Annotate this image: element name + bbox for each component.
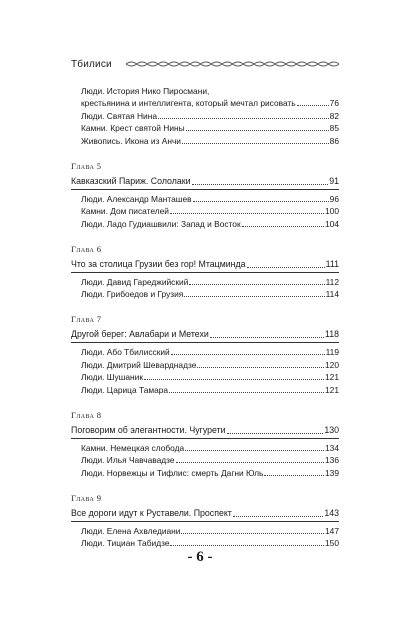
chapter-title-entry[interactable] xyxy=(71,507,339,520)
dot-leader xyxy=(169,392,324,393)
chapter-page: 91 xyxy=(329,175,339,186)
dot-leader xyxy=(264,475,324,476)
dot-leader xyxy=(192,184,329,185)
toc-entry[interactable] xyxy=(71,467,339,479)
toc-entry-title: Люди. Дмитрий Шеварднадзе xyxy=(81,359,197,370)
toc-entry-page: 114 xyxy=(325,289,339,299)
toc-entry-title: Камни. Немецкая слобода xyxy=(81,442,185,453)
divider xyxy=(71,189,339,190)
divider xyxy=(71,342,339,343)
divider xyxy=(71,272,339,273)
toc-entry[interactable] xyxy=(71,537,339,549)
toc-entry-page: 120 xyxy=(325,359,339,370)
dot-leader xyxy=(184,296,324,297)
page-number: - 6 - xyxy=(187,549,213,565)
chapter-title-entry[interactable] xyxy=(71,258,339,271)
toc-entry-title: Люди. Або Тбилисский xyxy=(81,347,170,357)
dot-leader xyxy=(182,143,329,144)
toc-entry[interactable] xyxy=(71,371,339,383)
chapter-title: Что за столица Грузии без гор! Мтацминда xyxy=(71,258,246,269)
toc-entry-page: 82 xyxy=(329,110,339,121)
running-header xyxy=(71,56,339,72)
toc-entry-title: Люди. Шушаник xyxy=(81,372,144,382)
toc-entry-page: 121 xyxy=(325,384,339,395)
toc-entry-title: Люди. Святая Нина xyxy=(81,110,158,121)
toc-entry-page: 121 xyxy=(325,372,339,382)
toc-entry-page: 86 xyxy=(329,135,339,146)
chapter-page: 111 xyxy=(325,258,339,269)
dot-leader xyxy=(210,337,324,338)
toc-entry-title-line2: крестьянина и интеллигента, который мечтал рисовать xyxy=(81,97,296,108)
divider xyxy=(71,521,339,522)
toc-entry[interactable] xyxy=(71,276,339,288)
toc-entry-title: Люди. Норвежцы и Тифлис: смерть Дагни Юль xyxy=(81,467,264,478)
chapter-page: 118 xyxy=(324,329,339,339)
braid-ornament-icon xyxy=(126,60,339,68)
chapter-title-entry[interactable] xyxy=(71,424,339,437)
toc-entry-title: Люди. Илья Чавчавадзе xyxy=(81,455,175,465)
chapter-label: Глава 5 xyxy=(71,160,102,171)
toc-entry-page: 96 xyxy=(329,193,339,204)
dot-leader xyxy=(189,284,324,285)
toc-entry[interactable] xyxy=(71,442,339,454)
toc-entry-title-line1: Люди. История Нико Пиросмани, xyxy=(81,86,210,96)
toc-entry-page: 112 xyxy=(325,276,339,287)
toc-entry[interactable] xyxy=(71,218,339,230)
divider xyxy=(71,438,339,439)
toc-entry-title: Люди. Грибоедов и Грузия xyxy=(81,289,184,299)
toc-entry-title: Камни. Крест святой Нины xyxy=(81,123,185,133)
chapter-page: 130 xyxy=(324,424,339,435)
toc-entry-page: 85 xyxy=(329,123,339,133)
chapter-label: Глава 8 xyxy=(71,409,102,420)
dot-leader xyxy=(242,226,324,227)
dot-leader xyxy=(297,105,329,106)
intro-section xyxy=(71,86,339,147)
toc-entry-page: 139 xyxy=(325,467,339,478)
dot-leader xyxy=(176,462,324,463)
toc-entry-page: 104 xyxy=(325,218,339,229)
toc-entry-title: Люди. Царица Тамара xyxy=(81,384,169,395)
chapter-9 xyxy=(71,493,339,550)
toc-entry[interactable] xyxy=(71,193,339,205)
table-of-contents xyxy=(71,86,339,563)
toc-entry[interactable] xyxy=(71,205,339,217)
toc-entry-title: Люди. Елена Ахвледиани xyxy=(81,525,181,536)
running-header-title: Тбилиси xyxy=(71,58,112,70)
toc-entry[interactable] xyxy=(71,122,339,134)
chapter-6 xyxy=(71,244,339,301)
chapter-title: Другой берег: Авлабари и Метехи xyxy=(71,329,209,339)
toc-entry[interactable] xyxy=(71,135,339,147)
toc-entry[interactable] xyxy=(71,525,339,537)
dot-leader xyxy=(233,516,323,517)
toc-entry-title: Люди. Ладо Гудиашвили: Запад и Восток xyxy=(81,218,241,229)
toc-entry-title: Камни. Дом писателей xyxy=(81,206,169,216)
chapter-8 xyxy=(71,410,339,479)
chapter-label: Глава 7 xyxy=(71,314,102,324)
toc-entry-title: Люди. Тициан Табидзе xyxy=(81,538,170,548)
chapter-title: Поговорим об элегантности. Чугурети xyxy=(71,424,226,435)
chapter-title: Кавказский Париж. Сололаки xyxy=(71,175,191,186)
chapter-title: Все дороги идут к Руставели. Проспект xyxy=(71,507,232,518)
dot-leader xyxy=(170,213,324,214)
toc-entry-page: 134 xyxy=(325,442,339,453)
toc-entry-title: Живопись. Икона из Анчи xyxy=(81,135,181,146)
toc-entry-page: 119 xyxy=(325,347,339,357)
toc-entry[interactable] xyxy=(71,110,339,122)
chapter-label: Глава 6 xyxy=(71,243,102,254)
dot-leader xyxy=(158,118,329,119)
toc-entry-page: 76 xyxy=(329,97,339,108)
chapter-5 xyxy=(71,161,339,230)
dot-leader xyxy=(171,354,325,355)
toc-entry[interactable] xyxy=(71,359,339,371)
dot-leader xyxy=(144,379,324,380)
toc-entry-page: 136 xyxy=(325,455,339,465)
chapter-title-entry[interactable] xyxy=(71,328,339,341)
chapter-page: 143 xyxy=(324,507,339,518)
chapter-label: Глава 9 xyxy=(71,492,102,503)
dot-leader xyxy=(227,433,324,434)
toc-entry[interactable] xyxy=(71,288,339,300)
dot-leader xyxy=(170,545,324,546)
toc-entry[interactable] xyxy=(71,346,339,358)
toc-entry-title: Люди. Александр Манташев xyxy=(81,193,192,204)
toc-entry-title: Люди. Давид Гареджийский xyxy=(81,276,189,287)
toc-entry-page: 147 xyxy=(325,525,339,536)
toc-entry[interactable] xyxy=(71,454,339,466)
dot-leader xyxy=(185,450,324,451)
dot-leader xyxy=(186,130,329,131)
dot-leader xyxy=(247,267,325,268)
chapter-7 xyxy=(71,314,339,396)
dot-leader xyxy=(181,533,324,534)
chapter-title-entry[interactable] xyxy=(71,175,339,188)
dot-leader xyxy=(197,367,324,368)
toc-entry-page: 100 xyxy=(325,206,339,216)
toc-entry[interactable] xyxy=(71,86,339,109)
toc-entry-page: 150 xyxy=(325,538,339,548)
toc-entry[interactable] xyxy=(71,384,339,396)
dot-leader xyxy=(193,201,329,202)
